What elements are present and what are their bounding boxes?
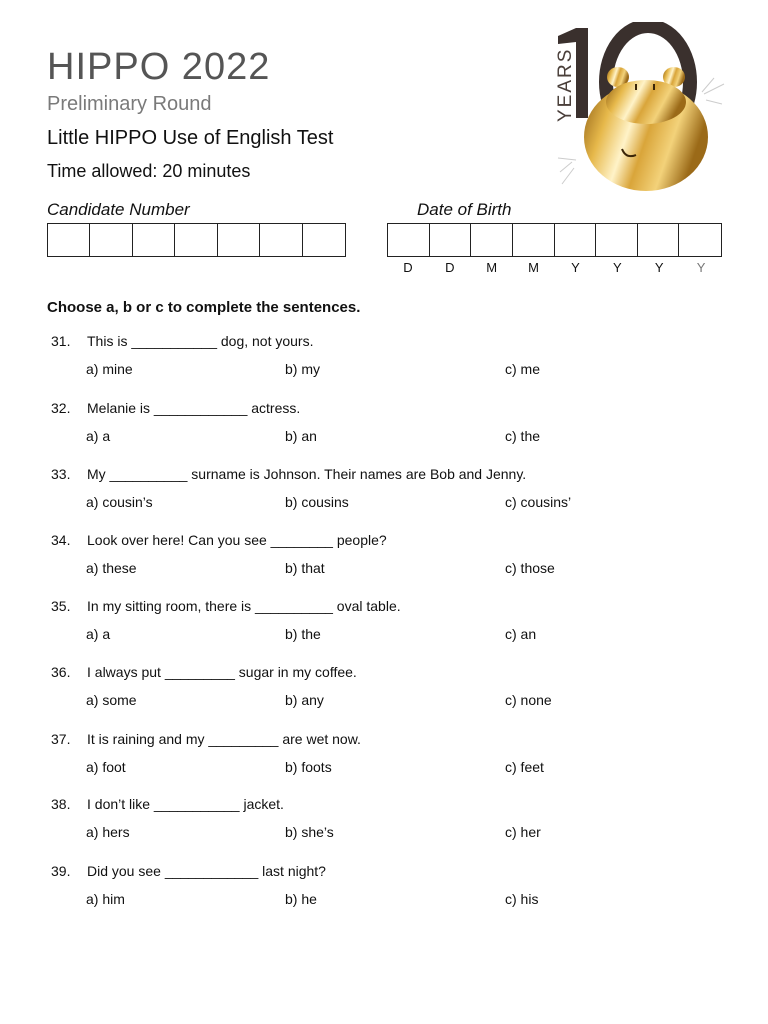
question-stem: It is raining and my _________ are wet now. (87, 731, 361, 747)
question-stem: This is ___________ dog, not yours. (87, 333, 314, 349)
dob-digit-box[interactable] (596, 224, 638, 256)
question-stem: Did you see ____________ last night? (87, 863, 326, 879)
question-stem: My __________ surname is Johnson. Their names are Bob and Jenny. (87, 466, 527, 482)
option-b[interactable]: b) she’s (285, 824, 334, 840)
option-b[interactable]: b) the (285, 626, 321, 642)
option-a[interactable]: a) him (86, 891, 125, 907)
dob-letter: D (445, 260, 455, 275)
logo-hippo-top (606, 80, 686, 124)
hippo-10-years-logo (546, 22, 726, 198)
option-c[interactable]: c) cousins’ (505, 494, 572, 510)
candidate-number-boxes[interactable] (47, 223, 346, 257)
time-allowed: Time allowed: 20 minutes (47, 161, 251, 181)
question-stem: Look over here! Can you see ________ people? (87, 532, 387, 548)
dob-digit-box[interactable] (513, 224, 555, 256)
option-a[interactable]: a) mine (86, 361, 133, 377)
question-stem: Melanie is ____________ actress. (87, 400, 301, 416)
question-33 (51, 466, 731, 526)
candidate-digit-box[interactable] (303, 224, 345, 256)
question-number: 33. (51, 466, 71, 482)
dob-letter: Y (696, 260, 706, 275)
option-b[interactable]: b) my (285, 361, 320, 377)
question-stem: I don’t like ___________ jacket. (87, 796, 284, 812)
option-b[interactable]: b) that (285, 560, 325, 576)
option-a[interactable]: a) hers (86, 824, 130, 840)
dob-format-letters (387, 260, 722, 275)
candidate-digit-box[interactable] (90, 224, 132, 256)
option-c[interactable]: c) her (505, 824, 541, 840)
question-number: 37. (51, 731, 71, 747)
option-a[interactable]: a) a (86, 428, 111, 444)
question-number: 39. (51, 863, 71, 879)
dob-letter: Y (654, 260, 664, 275)
round-subtitle: Preliminary Round (47, 93, 212, 115)
option-a[interactable]: a) these (86, 560, 137, 576)
dob-digit-box[interactable] (679, 224, 721, 256)
candidate-digit-box[interactable] (218, 224, 260, 256)
option-c[interactable]: c) his (505, 891, 539, 907)
question-37 (51, 731, 731, 791)
candidate-number-label: Candidate Number (47, 200, 190, 219)
question-39 (51, 863, 731, 923)
question-number: 35. (51, 598, 71, 614)
dob-letter: Y (612, 260, 622, 275)
question-32 (51, 400, 731, 460)
question-number: 32. (51, 400, 71, 416)
dob-letter: D (403, 260, 413, 275)
question-34 (51, 532, 731, 592)
test-name: Little HIPPO Use of English Test (47, 127, 334, 149)
dob-digit-box[interactable] (430, 224, 472, 256)
option-c[interactable]: c) the (505, 428, 541, 444)
candidate-digit-box[interactable] (260, 224, 302, 256)
dob-letter: M (486, 260, 498, 275)
date-of-birth-boxes[interactable] (387, 223, 722, 257)
candidate-digit-box[interactable] (48, 224, 90, 256)
dob-letter: M (528, 260, 539, 275)
dob-letter: Y (571, 260, 580, 275)
dob-digit-box[interactable] (638, 224, 680, 256)
question-35 (51, 598, 731, 658)
question-36 (51, 664, 731, 724)
page-title: HIPPO 2022 (47, 46, 271, 88)
instruction-text: Choose a, b or c to complete the sentences. (47, 299, 361, 316)
option-c[interactable]: c) those (505, 560, 555, 576)
question-number: 38. (51, 796, 71, 812)
years-vertical-label: YEARS (555, 47, 576, 122)
logo-digit-one-flag (558, 28, 576, 44)
question-38 (51, 796, 731, 856)
question-stem: I always put _________ sugar in my coffee. (87, 664, 357, 680)
date-of-birth-label: Date of Birth (417, 200, 512, 219)
option-b[interactable]: b) cousins (285, 494, 349, 510)
candidate-digit-box[interactable] (175, 224, 217, 256)
option-c[interactable]: c) none (505, 692, 552, 708)
option-a[interactable]: a) foot (86, 759, 126, 775)
logo-digit-one (576, 28, 588, 118)
question-number: 34. (51, 532, 71, 548)
option-c[interactable]: c) an (505, 626, 537, 642)
question-31 (51, 333, 731, 393)
candidate-digit-box[interactable] (133, 224, 175, 256)
dob-digit-box[interactable] (555, 224, 597, 256)
option-a[interactable]: a) cousin’s (86, 494, 153, 510)
question-stem: In my sitting room, there is __________ oval table. (87, 598, 401, 614)
option-c[interactable]: c) me (505, 361, 540, 377)
question-number: 36. (51, 664, 71, 680)
option-b[interactable]: b) any (285, 692, 324, 708)
option-c[interactable]: c) feet (505, 759, 544, 775)
option-b[interactable]: b) an (285, 428, 317, 444)
option-b[interactable]: b) he (285, 891, 317, 907)
question-number: 31. (51, 333, 71, 349)
dob-digit-box[interactable] (471, 224, 513, 256)
dob-digit-box[interactable] (388, 224, 430, 256)
option-a[interactable]: a) some (86, 692, 137, 708)
option-b[interactable]: b) foots (285, 759, 332, 775)
option-a[interactable]: a) a (86, 626, 111, 642)
